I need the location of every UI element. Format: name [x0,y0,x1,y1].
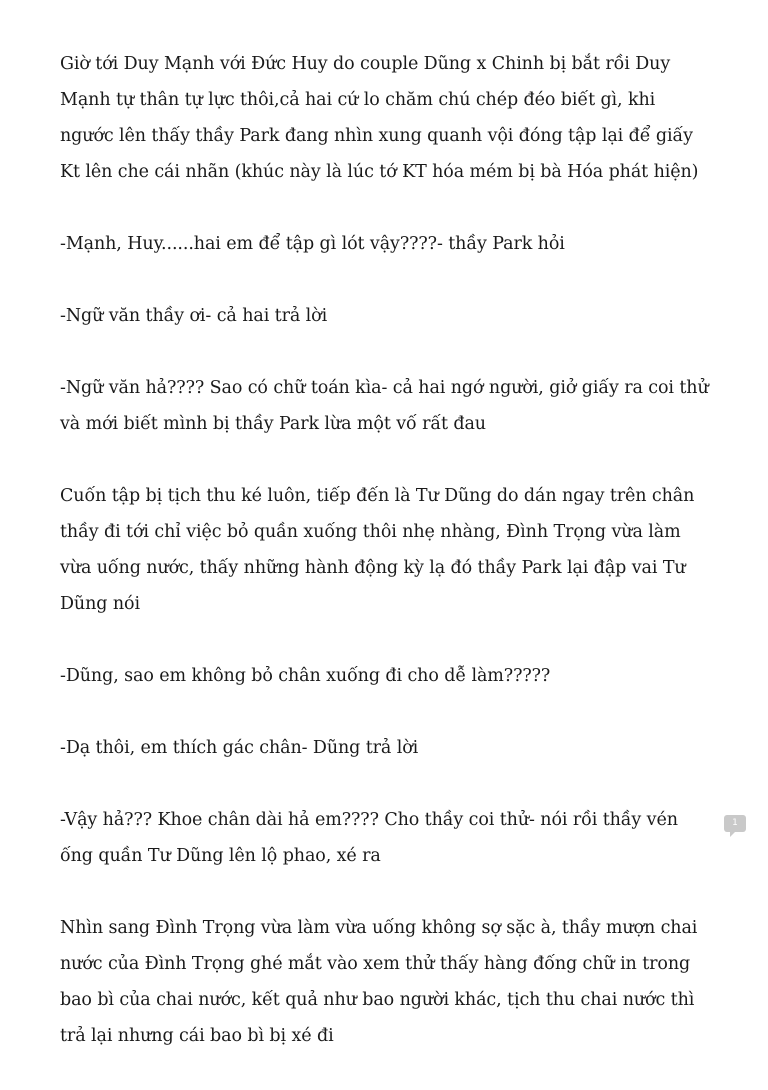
paragraph: -Mạnh, Huy......hai em để tập gì lót vậy????- thầy Park hỏi [60,234,565,254]
paragraph: Cuốn tập bị tịch thu ké luôn, tiếp đến là Tư Dũng do dán ngay trên chân thầy đi tới chỉ việc bỏ quần xuống thôi nhẹ nhàng, Đình Trọng vừa làm vừa uống nước, thấy những hành động kỳ lạ đó thầy Park lại đập vai Tư Dũng nói [60,486,695,614]
paragraph: -Vậy hả??? Khoe chân dài hả em???? Cho thầy coi thử- nói rồi thầy vén ống quần Tư Dũng lên lộ phao, xé ra [60,810,678,866]
paragraph: -Dạ thôi, em thích gác chân- Dũng trả lời [60,738,419,758]
comment-count: 1 [732,818,738,828]
comment-bubble-icon[interactable] [724,815,746,832]
paragraph: -Ngữ văn thầy ơi- cả hai trả lời [60,306,328,326]
paragraph: -Dũng, sao em không bỏ chân xuống đi cho dễ làm????? [60,666,551,686]
story-text [60,46,710,1090]
paragraph: -Ngữ văn hả???? Sao có chữ toán kìa- cả hai ngớ người, giở giấy ra coi thử và mới biết mình bị thầy Park lừa một vố rất đau [60,378,709,434]
paragraph: Giờ tới Duy Mạnh với Đức Huy do couple Dũng x Chinh bị bắt rồi Duy Mạnh tự thân tự lực thôi,cả hai cứ lo chăm chú chép đéo biết gì, khi ngước lên thấy thầy Park đang nhìn xung quanh vội đóng tập lại để giấy Kt lên che cái nhãn (khúc này là lúc tớ KT hóa mém bị bà Hóa phát hiện) [60,54,699,182]
paragraph: Nhìn sang Đình Trọng vừa làm vừa uống không sợ sặc à, thầy mượn chai nước của Đình Trọng ghé mắt vào xem thử thấy hàng đống chữ in trong bao bì của chai nước, kết quả như bao người khác, tịch thu chai nước thì trả lại nhưng cái bao bì bị xé đi [60,918,698,1046]
